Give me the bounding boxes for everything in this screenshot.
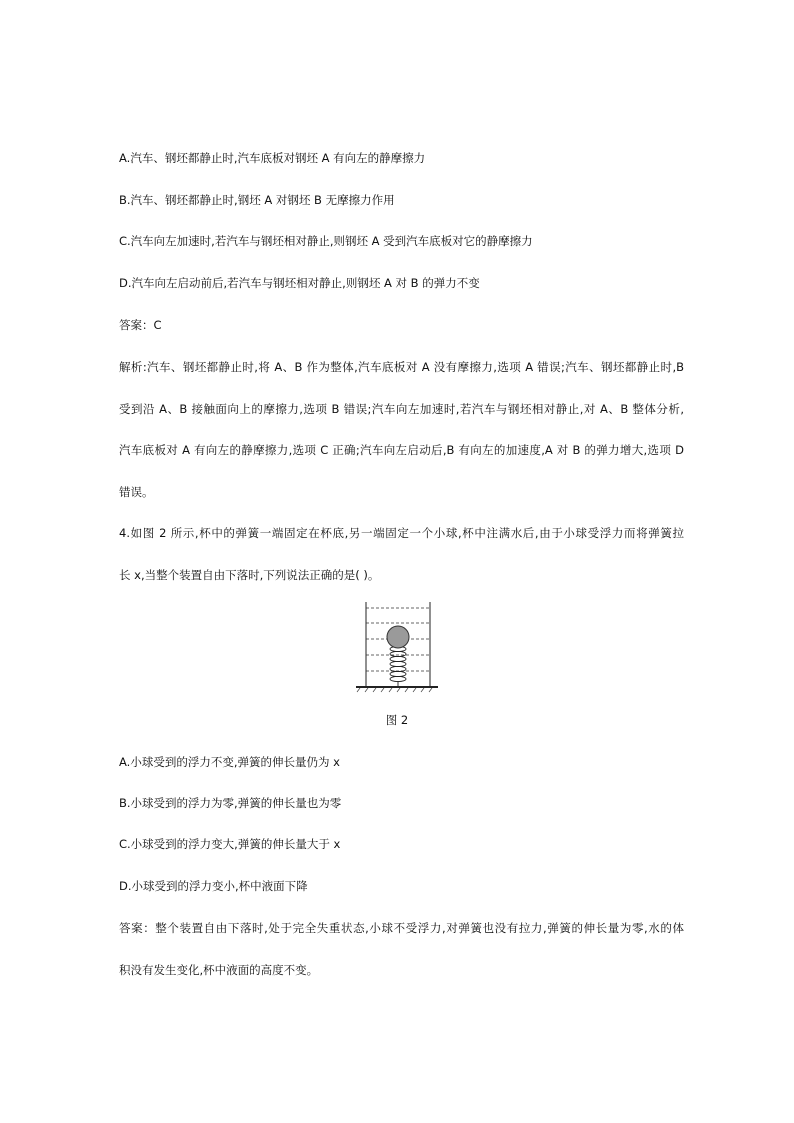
- q4-stem-line-1: 4.如图 2 所示,杯中的弹簧一端固定在杯底,另一端固定一个小球,杯中注满水后,由于小球受浮力而将弹簧拉: [119, 526, 684, 540]
- q3-option-b: B.汽车、钢坯都静止时,钢坯 A 对钢坯 B 无摩擦力作用: [119, 193, 395, 207]
- q3-answer: 答案：C: [119, 318, 162, 332]
- q4-stem-line-2: 长 x,当整个装置自由下落时,下列说法正确的是( )。: [119, 568, 380, 582]
- q4-option-a: A.小球受到的浮力不变,弹簧的伸长量仍为 x: [119, 755, 340, 769]
- q3-analysis-line-1: 解析:汽车、钢坯都静止时,将 A、B 作为整体,汽车底板对 A 没有摩擦力,选项 A 错误;汽车、钢坯都静止时,B: [119, 360, 684, 374]
- q3-analysis-line-3: 汽车底板对 A 有向左的静摩擦力,选项 C 正确;汽车向左启动后,B 有向左的加速度,A 对 B 的弹力增大,选项 D: [119, 443, 684, 457]
- q3-option-c: C.汽车向左加速时,若汽车与钢坯相对静止,则钢坯 A 受到汽车底板对它的静摩擦力: [119, 234, 533, 248]
- q3-analysis-line-4: 错误。: [119, 485, 154, 499]
- q4-answer-line-2: 积没有发生变化,杯中液面的高度不变。: [119, 963, 319, 977]
- q4-answer-line-1: 答案：整个装置自由下落时,处于完全失重状态,小球不受浮力,对弹簧也没有拉力,弹簧的伸长量为零,水的体: [119, 921, 684, 935]
- q4-option-c: C.小球受到的浮力变大,弹簧的伸长量大于 x: [119, 837, 341, 851]
- q3-option-d: D.汽车向左启动前后,若汽车与钢坯相对静止,则钢坯 A 对 B 的弹力不变: [119, 276, 480, 290]
- figure-caption: 图 2: [385, 713, 409, 727]
- q4-option-b: B.小球受到的浮力为零,弹簧的伸长量也为零: [119, 796, 342, 810]
- spring: [390, 646, 406, 687]
- q3-option-a: A.汽车、钢坯都静止时,汽车底板对钢坯 A 有向左的静摩擦力: [119, 151, 426, 165]
- ball: [387, 626, 409, 648]
- cup-spring-ball-figure: [352, 598, 442, 694]
- q4-option-d: D.小球受到的浮力变小,杯中液面下降: [119, 879, 308, 893]
- q3-analysis-line-2: 受到沿 A、B 接触面向上的摩擦力,选项 B 错误;汽车向左加速时,若汽车与钢坯相对静止,对 A、B 整体分析,: [119, 402, 684, 416]
- ground-hatching: [357, 688, 432, 692]
